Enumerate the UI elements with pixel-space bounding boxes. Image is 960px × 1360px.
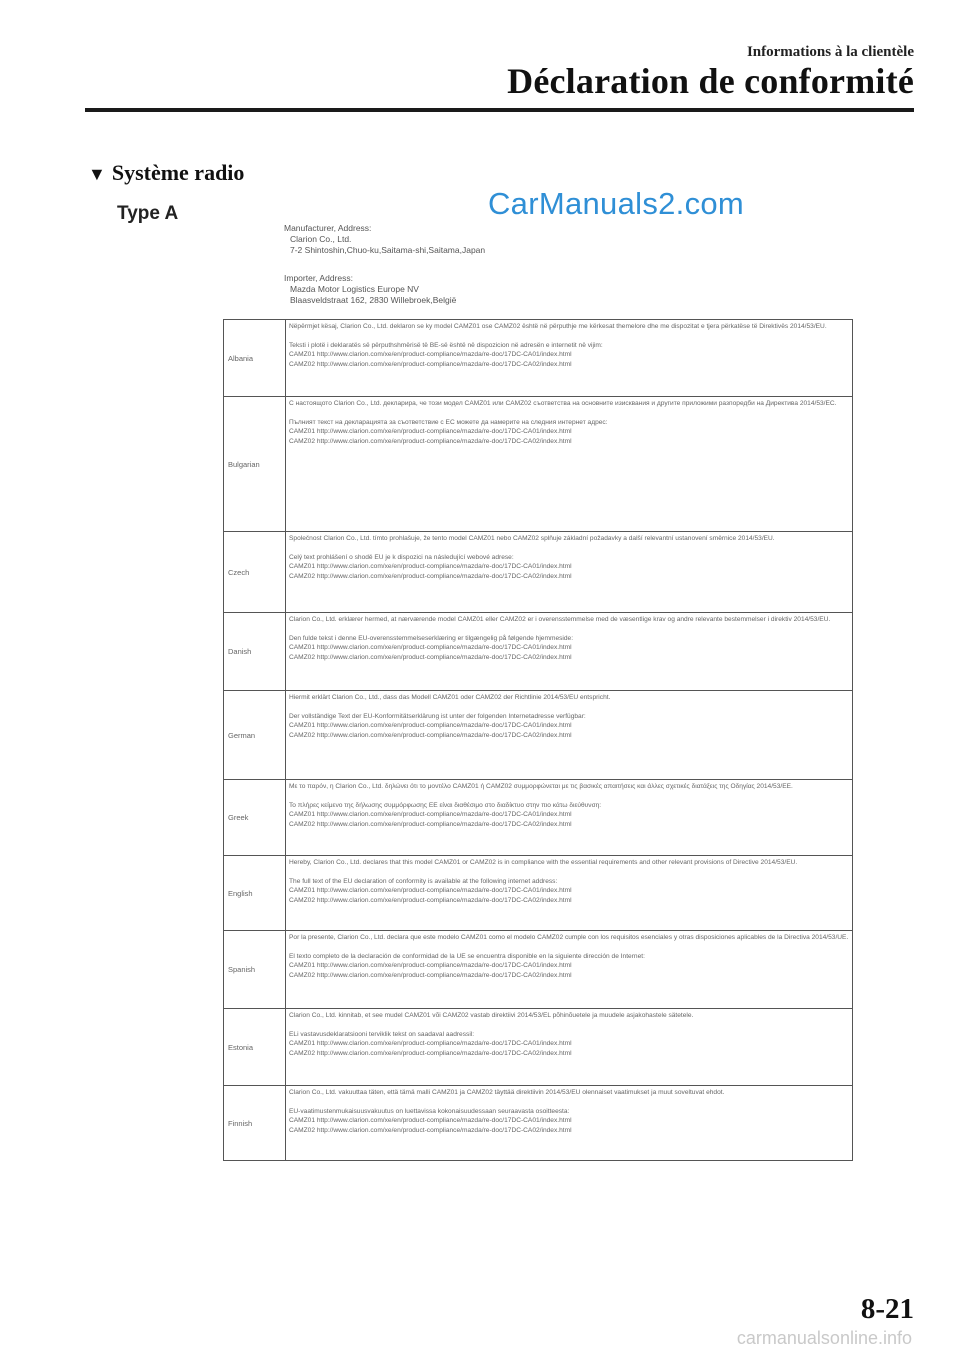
url-camz01: CAMZ01 http://www.clarion.com/xe/en/product-compliance/mazda/re-doc/17DC-CA01/index.html: [289, 887, 572, 895]
statement-cell: [286, 397, 853, 532]
statement-cell: [286, 1009, 853, 1086]
notice-text: The full text of the EU declaration of conformity is available at the following internet address:: [289, 877, 558, 885]
table-row: [224, 856, 853, 931]
statement-cell: [286, 931, 853, 1009]
url-camz02: CAMZ02 http://www.clarion.com/xe/en/product-compliance/mazda/re-doc/17DC-CA02/index.html: [289, 732, 572, 740]
statement-text: Hereby, Clarion Co., Ltd. declares that this model CAMZ01 or CAMZ02 is in compliance with the essential requirements and other relevant provisions of Directive 2014/53/EU.: [289, 859, 798, 866]
page-number: 8-21: [860, 1293, 914, 1325]
url-camz01: CAMZ01 http://www.clarion.com/xe/en/product-compliance/mazda/re-doc/17DC-CA01/index.html: [289, 428, 572, 436]
manufacturer-label: Manufacturer, Address:: [284, 223, 372, 233]
statement-text: Společnost Clarion Co., Ltd. tímto prohlašuje, že tento model CAMZ01 nebo CAMZ02 splňuje základní požadavky a další relevantní ustanovení směrnice 2014/53/EU.: [289, 535, 775, 542]
table-row: [224, 1009, 853, 1086]
statement-cell: [286, 691, 853, 780]
importer-label: Importer, Address:: [284, 273, 353, 283]
notice-text: Teksti i plotë i deklaratës së përputhshmërisë të BE-së është në dispozicion në adresën e internetit në vijim:: [289, 341, 603, 349]
notice-text: Το πλήρες κείμενο της δήλωσης συμμόρφωσης ΕΕ είναι διαθέσιμο στο διαδίκτυο στην πιο κάτω διεύθυνση:: [289, 801, 602, 809]
url-camz01: CAMZ01 http://www.clarion.com/xe/en/product-compliance/mazda/re-doc/17DC-CA01/index.html: [289, 1040, 572, 1048]
language-cell: Bulgarian: [224, 397, 286, 532]
statement-text: Clarion Co., Ltd. kinnitab, et see mudel CAMZ01 või CAMZ02 vastab direktiivi 2014/53/EL põhinõuetele ja muudele asjakohastele sätetele.: [289, 1012, 694, 1019]
language-cell: Czech: [224, 532, 286, 613]
url-camz01: CAMZ01 http://www.clarion.com/xe/en/product-compliance/mazda/re-doc/17DC-CA01/index.html: [289, 351, 572, 359]
language-cell: Danish: [224, 613, 286, 691]
notice-text: EU-vaatimustenmukaisuusvakuutus on luettavissa kokonaisuudessaan seuraavasta osoitteesta:: [289, 1107, 570, 1115]
statement-cell: [286, 613, 853, 691]
table-row: [224, 780, 853, 856]
statement-text: С настоящото Clarion Co., Ltd. декларира, че този модел CAMZ01 или CAMZ02 съответства на основните изисквания и другите приложими разпоредби на Директива 2014/53/ЕС.: [289, 400, 837, 407]
type-label: Type A: [117, 203, 179, 224]
notice-text: Der vollständige Text der EU-Konformitätserklärung ist unter der folgenden Internetadresse verfügbar:: [289, 712, 586, 720]
header-subtitle: Informations à la clientèle: [746, 44, 914, 60]
section-title: [88, 160, 244, 186]
url-camz02: CAMZ02 http://www.clarion.com/xe/en/product-compliance/mazda/re-doc/17DC-CA02/index.html: [289, 897, 572, 905]
url-camz02: CAMZ02 http://www.clarion.com/xe/en/product-compliance/mazda/re-doc/17DC-CA02/index.html: [289, 573, 572, 581]
url-camz01: CAMZ01 http://www.clarion.com/xe/en/product-compliance/mazda/re-doc/17DC-CA01/index.html: [289, 962, 572, 970]
statement-text: Nëpërmjet kësaj, Clarion Co., Ltd. deklaron se ky model CAMZ01 ose CAMZ02 është në përputhje me kërkesat themelore dhe me dispozitat e tjera përkatëse të Direktivës 2014/53/EU.: [289, 323, 827, 330]
url-camz01: CAMZ01 http://www.clarion.com/xe/en/product-compliance/mazda/re-doc/17DC-CA01/index.html: [289, 644, 572, 652]
manufacturer-address: 7-2 Shintoshin,Chuo-ku,Saitama-shi,Saitama,Japan: [290, 245, 486, 255]
statement-cell: [286, 532, 853, 613]
url-camz02: CAMZ02 http://www.clarion.com/xe/en/product-compliance/mazda/re-doc/17DC-CA02/index.html: [289, 361, 572, 369]
language-cell: Albania: [224, 320, 286, 397]
url-camz02: CAMZ02 http://www.clarion.com/xe/en/product-compliance/mazda/re-doc/17DC-CA02/index.html: [289, 821, 572, 829]
header-rule: [85, 108, 914, 112]
language-cell: Finnish: [224, 1086, 286, 1161]
url-camz02: CAMZ02 http://www.clarion.com/xe/en/product-compliance/mazda/re-doc/17DC-CA02/index.html: [289, 654, 572, 662]
url-camz01: CAMZ01 http://www.clarion.com/xe/en/product-compliance/mazda/re-doc/17DC-CA01/index.html: [289, 1117, 572, 1125]
notice-text: Den fulde tekst i denne EU-overensstemmelseserklæring er tilgængelig på følgende hjemmeside:: [289, 634, 574, 642]
table-row: [224, 320, 853, 397]
statement-text: Clarion Co., Ltd. vakuuttaa täten, että tämä malli CAMZ01 ja CAMZ02 täyttää direktiivin 2014/53/EU olennaiset vaatimukset ja muut soveltuvat ehdot.: [289, 1089, 725, 1096]
statement-text: Por la presente, Clarion Co., Ltd. declara que este modelo CAMZ01 como el modelo CAMZ02 cumple con los requisitos esenciales y otras disposiciones aplicables de la Directiva 2014/53/UE.: [289, 934, 849, 941]
notice-text: Celý text prohlášení o shodě EU je k dispozici na následující webové adrese:: [289, 553, 514, 561]
url-camz02: CAMZ02 http://www.clarion.com/xe/en/product-compliance/mazda/re-doc/17DC-CA02/index.html: [289, 1127, 572, 1135]
url-camz02: CAMZ02 http://www.clarion.com/xe/en/product-compliance/mazda/re-doc/17DC-CA02/index.html: [289, 438, 572, 446]
language-cell: Spanish: [224, 931, 286, 1009]
language-cell: Greek: [224, 780, 286, 856]
statement-text: Hiermit erklärt Clarion Co., Ltd., dass das Modell CAMZ01 oder CAMZ02 der Richtlinie 2014/53/EU entspricht.: [289, 694, 611, 701]
importer-address: Blaasveldstraat 162, 2830 Willebroek,België: [290, 295, 457, 305]
url-camz02: CAMZ02 http://www.clarion.com/xe/en/product-compliance/mazda/re-doc/17DC-CA02/index.html: [289, 1050, 572, 1058]
notice-text: Пълният текст на декларацията за съответствие с ЕС можете да намерите на следния интернет адрес:: [289, 418, 608, 426]
notice-text: El texto completo de la declaración de conformidad de la UE se encuentra disponible en la siguiente dirección de Internet:: [289, 952, 645, 960]
section-title-text: Système radio: [111, 160, 245, 185]
triangle-marker-icon: ▼: [88, 164, 106, 184]
url-camz02: CAMZ02 http://www.clarion.com/xe/en/product-compliance/mazda/re-doc/17DC-CA02/index.html: [289, 972, 572, 980]
declaration-table: [223, 319, 853, 1161]
manufacturer-name: Clarion Co., Ltd.: [290, 234, 352, 244]
importer-name: Mazda Motor Logistics Europe NV: [290, 284, 419, 294]
table-row: [224, 532, 853, 613]
statement-cell: [286, 856, 853, 931]
table-row: [224, 691, 853, 780]
url-camz01: CAMZ01 http://www.clarion.com/xe/en/product-compliance/mazda/re-doc/17DC-CA01/index.html: [289, 811, 572, 819]
statement-cell: [286, 780, 853, 856]
table-row: [224, 931, 853, 1009]
language-cell: Estonia: [224, 1009, 286, 1086]
language-cell: German: [224, 691, 286, 780]
page-title: Déclaration de conformité: [507, 61, 914, 101]
url-camz01: CAMZ01 http://www.clarion.com/xe/en/product-compliance/mazda/re-doc/17DC-CA01/index.html: [289, 563, 572, 571]
statement-text: Clarion Co., Ltd. erklærer hermed, at nærværende model CAMZ01 eller CAMZ02 er i overensstemmelse med de væsentlige krav og andre relevante bestemmelser i direktiv 2014/53/EU.: [289, 616, 831, 623]
table-row: [224, 397, 853, 532]
watermark: CarManuals2.com: [488, 186, 745, 221]
notice-text: ELi vastavusdeklaratsiooni terviklik tekst on saadaval aadressil:: [289, 1030, 475, 1038]
table-row: [224, 613, 853, 691]
manufacturer-block: [284, 223, 485, 306]
statement-cell: [286, 1086, 853, 1161]
table-row: [224, 1086, 853, 1161]
statement-cell: [286, 320, 853, 397]
language-cell: English: [224, 856, 286, 931]
statement-text: Με το παρόν, η Clarion Co., Ltd. δηλώνει ότι το μοντέλο CAMZ01 ή CAMZ02 συμμορφώνεται με τις βασικές απαιτήσεις και άλλες σχετικές διατάξεις της Οδηγίας 2014/53/ΕΕ.: [289, 783, 793, 790]
footer-site-watermark: carmanualsonline.info: [736, 1328, 912, 1348]
url-camz01: CAMZ01 http://www.clarion.com/xe/en/product-compliance/mazda/re-doc/17DC-CA01/index.html: [289, 722, 572, 730]
